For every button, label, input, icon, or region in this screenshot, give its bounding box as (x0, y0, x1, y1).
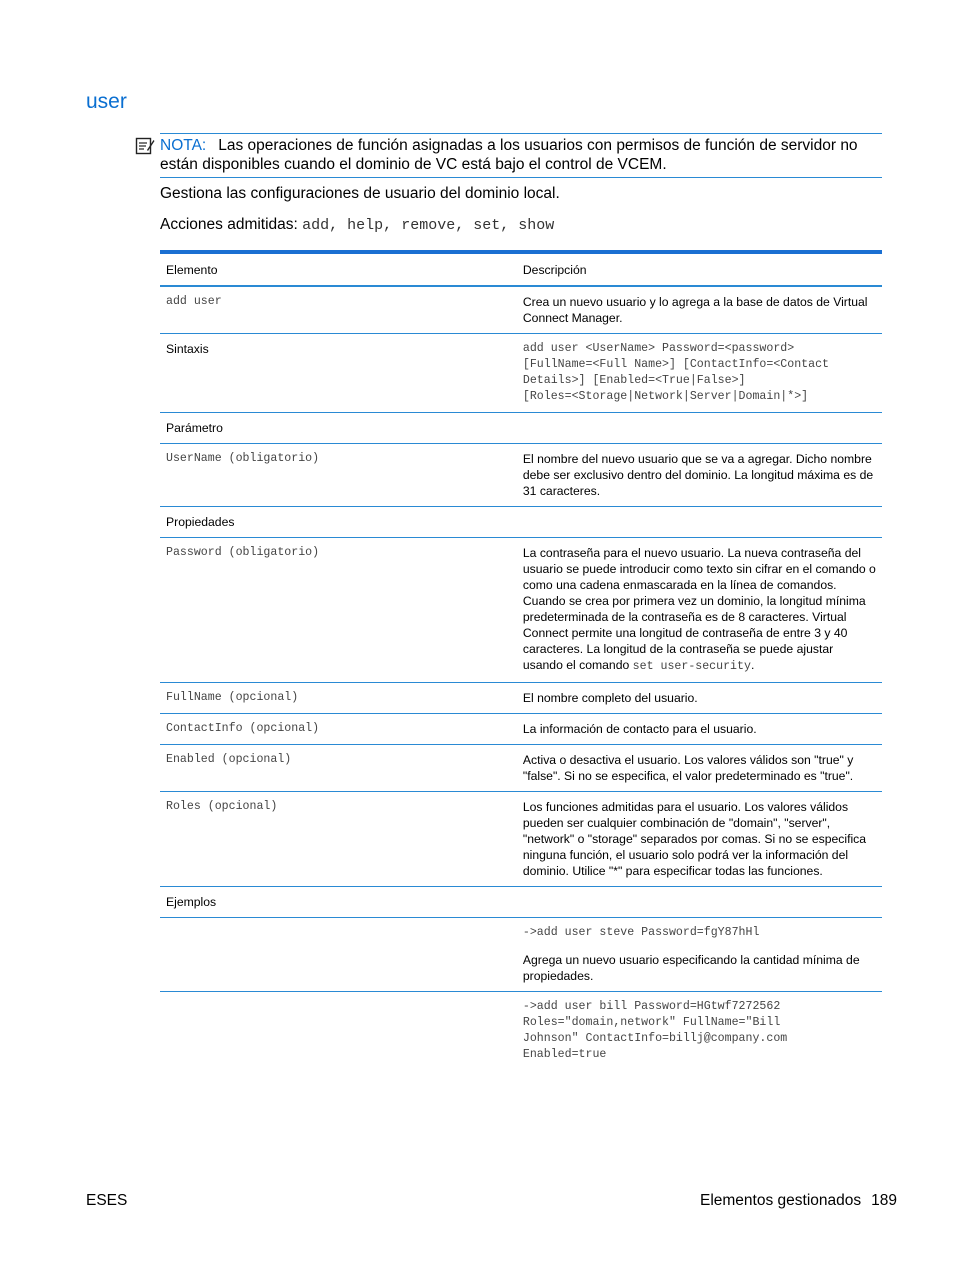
page-number: 189 (871, 1192, 897, 1209)
section-parameter: Parámetro (160, 413, 517, 444)
row-description: Crea un nuevo usuario y lo agrega a la base de datos de Virtual Connect Manager. (517, 286, 882, 334)
row-description-text: La contraseña para el nuevo usuario. La nueva contraseña del usuario se puede introducir como texto sin cifrar en el comando o como una cadena enmascarada en la línea de comandos. Cuando se crea por primera vez un dominio, la longitud mínima predeterminada de la contraseña es de 8 caracteres. Virtual Connect permite una longitud de contraseña de entre 3 y 40 caracteres. La longitud de la contraseña se puede ajustar usando el comando (522, 546, 876, 672)
note-text: Las operaciones de función asignadas a los usuarios con permisos de función de servidor no están disponibles cuando el dominio de VC está bajo el control de VCEM. (160, 137, 858, 173)
syntax-line: add user <UserName> Password=<password> (522, 342, 795, 355)
table-row (160, 444, 882, 507)
command-table (160, 250, 882, 1070)
row-item: UserName (obligatorio) (160, 444, 517, 507)
row-description: La información de contacto para el usuario. (517, 714, 882, 745)
row-description (517, 538, 882, 683)
note-label: NOTA: (160, 137, 207, 154)
table-row (160, 413, 882, 444)
header-description: Descripción (517, 252, 882, 286)
inline-code: set user-security (632, 660, 751, 673)
example-code-block (517, 992, 882, 1071)
section-syntax: Sintaxis (160, 334, 517, 413)
row-item: Enabled (opcional) (160, 745, 517, 792)
row-item: add user (160, 286, 517, 334)
example-code-line: Roles="domain,network" FullName="Bill (522, 1016, 781, 1029)
row-description: El nombre del nuevo usuario que se va a agregar. Dicho nombre debe ser exclusivo dentro del dominio. La longitud máxima es de 31 caracteres. (517, 444, 882, 507)
syntax-line: Details>] [Enabled=<True|False>] (522, 374, 746, 387)
row-item: FullName (opcional) (160, 683, 517, 714)
footer-locale: ESES (86, 1192, 128, 1209)
example-description: Agrega un nuevo usuario especificando la cantidad mínima de propiedades. (522, 953, 860, 983)
table-row (160, 286, 882, 334)
row-description-end: . (750, 658, 755, 672)
table-row (160, 507, 882, 538)
footer-section-title: Elementos gestionados (699, 1192, 862, 1209)
supported-actions: Acciones admitidas: add, help, remove, set, show (160, 216, 555, 234)
example-code-line: Johnson" ContactInfo=billj@company.com (522, 1032, 788, 1045)
syntax-text (517, 334, 882, 413)
footer-section (700, 1192, 897, 1210)
example-code-line: Enabled=true (522, 1048, 607, 1061)
note-box (160, 133, 882, 178)
command-description: Gestiona las configuraciones de usuario del dominio local. (160, 185, 560, 202)
note-icon (135, 136, 155, 156)
row-description: Los funciones admitidas para el usuario. Los valores válidos pueden ser cualquier combinación de "domain", "server", "network" o "storage" separados por comas. Si no se especifica ninguna función, el usuario solo podrá ver la información del dominio. Utilice "*" para especificar todas las funciones. (517, 792, 882, 887)
actions-values: add, help, remove, set, show (302, 217, 555, 234)
example-cell (517, 918, 882, 992)
table-row (160, 792, 882, 887)
row-item: ContactInfo (opcional) (160, 714, 517, 745)
syntax-line: [Roles=<Storage|Network|Server|Domain|*>] (522, 390, 809, 403)
page-title: user (86, 90, 127, 113)
table-row (160, 714, 882, 745)
example-code: ->add user steve Password=fgY87hHl (522, 926, 760, 939)
table-row (160, 887, 882, 918)
row-item: Password (obligatorio) (160, 538, 517, 683)
row-description: Activa o desactiva el usuario. Los valores válidos son "true" y "false". Si no se especifica, el valor predeterminado es "true". (517, 745, 882, 792)
section-properties: Propiedades (160, 507, 517, 538)
example-code-line: ->add user bill Password=HGtwf7272562 (522, 1000, 781, 1013)
table-row (160, 745, 882, 792)
header-item: Elemento (160, 252, 517, 286)
row-description: El nombre completo del usuario. (517, 683, 882, 714)
table-row (160, 683, 882, 714)
table-row (160, 992, 882, 1071)
table-row (160, 334, 882, 413)
table-row (160, 918, 882, 992)
syntax-line: [FullName=<Full Name>] [ContactInfo=<Contact (522, 358, 829, 371)
table-row (160, 538, 882, 683)
table-header-row (160, 252, 882, 286)
section-examples: Ejemplos (160, 887, 517, 918)
actions-label: Acciones admitidas (160, 216, 294, 233)
row-item: Roles (opcional) (160, 792, 517, 887)
